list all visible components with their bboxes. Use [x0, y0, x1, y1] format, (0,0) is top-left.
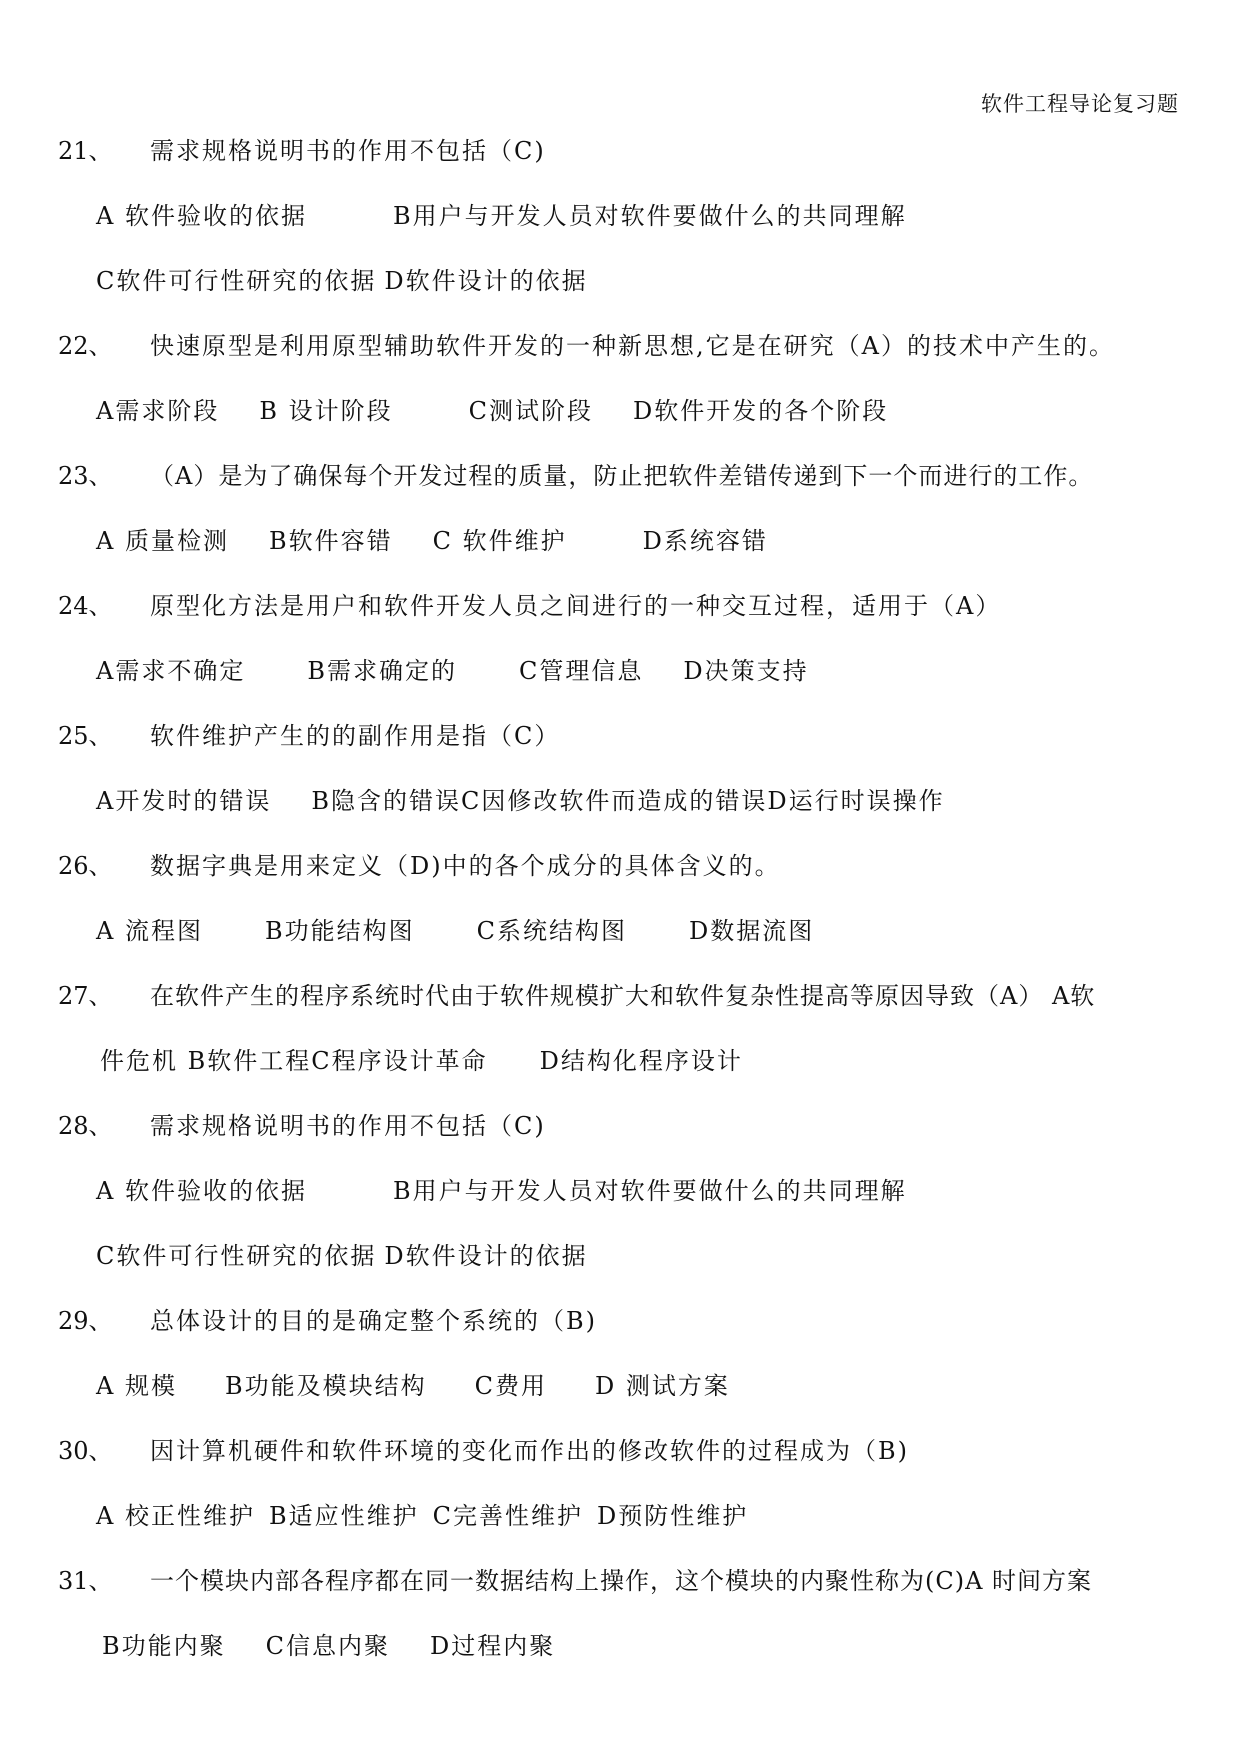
option: B功能及模块结构: [224, 1372, 427, 1400]
question-22: [58, 325, 1188, 390]
options-row: [58, 650, 1188, 715]
options-row: [58, 260, 1188, 325]
option: C 软件维护: [432, 527, 567, 555]
option: A 质量检测: [96, 527, 229, 555]
option: D预防性维护: [596, 1502, 749, 1530]
options-row: [58, 780, 1188, 845]
question-number: 31、: [58, 1567, 113, 1595]
question-30: [58, 1430, 1188, 1495]
options-row: [58, 1235, 1188, 1300]
page-header-title: 软件工程导论复习题: [981, 92, 1179, 116]
option: D决策支持: [683, 657, 809, 685]
option: B用户与开发人员对软件要做什么的共同理解: [392, 1177, 907, 1205]
question-text: 软件维护产生的的副作用是指（C）: [150, 722, 561, 750]
question-text: 需求规格说明书的作用不包括（C): [150, 137, 546, 165]
options-row: [58, 1365, 1188, 1430]
option: A开发时的错误: [96, 787, 272, 815]
options-row: [58, 1170, 1188, 1235]
option: D数据流图: [688, 917, 815, 945]
option: C软件可行性研究的依据: [96, 267, 377, 295]
option: C费用: [474, 1372, 547, 1400]
question-text: 快速原型是利用原型辅助软件开发的一种新思想,它是在研究（A）的技术中产生的。: [150, 332, 1115, 360]
option: A 软件验收的依据: [96, 1177, 307, 1205]
question-number: 23、: [58, 462, 113, 490]
question-number: 21、: [58, 137, 113, 165]
option: B 设计阶段: [259, 397, 393, 425]
option: D 测试方案: [594, 1372, 730, 1400]
question-number: 30、: [58, 1437, 113, 1465]
option: D系统容错: [642, 527, 768, 555]
option: A 软件验收的依据: [96, 202, 307, 230]
question-27: [58, 975, 1188, 1040]
options-row: [58, 390, 1188, 455]
question-31: [58, 1560, 1188, 1625]
option: D软件设计的依据: [384, 1242, 588, 1270]
option: B需求确定的: [307, 657, 457, 685]
question-number: 25、: [58, 722, 113, 750]
question-number: 28、: [58, 1112, 113, 1140]
question-number: 26、: [58, 852, 113, 880]
option: A 流程图: [96, 917, 203, 945]
question-number: 24、: [58, 592, 113, 620]
question-23: [58, 455, 1188, 520]
option: B适应性维护: [268, 1502, 419, 1530]
option: A 规模: [96, 1372, 177, 1400]
option: C软件可行性研究的依据: [96, 1242, 377, 1270]
question-wrap-line: 件危机 B软件工程C程序设计革命 D结构化程序设计: [100, 1047, 743, 1075]
question-text: 一个模块内部各程序都在同一数据结构上操作，这个模块的内聚性称为(C)A 时间方案: [150, 1567, 1093, 1595]
option: A需求阶段: [96, 397, 220, 425]
question-21: [58, 130, 1188, 195]
options-row: [58, 910, 1188, 975]
options-row: [58, 195, 1188, 260]
option: C测试阶段: [468, 397, 593, 425]
question-26: [58, 845, 1188, 910]
option: C完善性维护: [432, 1502, 583, 1530]
question-25: [58, 715, 1188, 780]
question-text: 数据字典是用来定义（D)中的各个成分的具体含义的。: [150, 852, 781, 880]
option: B功能内聚: [102, 1632, 226, 1660]
option: D软件开发的各个阶段: [632, 397, 889, 425]
option: B隐含的错误C因修改软件而造成的错误D运行时误操作: [311, 787, 945, 815]
question-29: [58, 1300, 1188, 1365]
option: D过程内聚: [430, 1632, 556, 1660]
question-text: 需求规格说明书的作用不包括（C): [150, 1112, 546, 1140]
option: A需求不确定: [96, 657, 246, 685]
option: A 校正性维护: [96, 1502, 255, 1530]
option: C系统结构图: [476, 917, 627, 945]
option: B软件容错: [268, 527, 393, 555]
question-24: [58, 585, 1188, 650]
question-text: 在软件产生的程序系统时代由于软件规模扩大和软件复杂性提高等原因导致（A） A软: [150, 982, 1096, 1010]
question-number: 27、: [58, 982, 113, 1010]
question-text: 因计算机硬件和软件环境的变化而作出的修改软件的过程成为（B): [150, 1437, 909, 1465]
question-number: 29、: [58, 1307, 113, 1335]
option: B功能结构图: [264, 917, 415, 945]
options-row: [58, 520, 1188, 585]
question-text: 总体设计的目的是确定整个系统的（B): [150, 1307, 597, 1335]
option: B用户与开发人员对软件要做什么的共同理解: [392, 202, 907, 230]
option: D软件设计的依据: [384, 267, 588, 295]
question-list: [58, 130, 1188, 1690]
question-text: （A）是为了确保每个开发过程的质量，防止把软件差错传递到下一个而进行的工作。: [150, 462, 1094, 490]
options-row: [58, 1495, 1188, 1560]
question-28: [58, 1105, 1188, 1170]
question-text: 原型化方法是用户和软件开发人员之间进行的一种交互过程，适用于（A）: [150, 592, 1002, 620]
options-row: [58, 1625, 1188, 1690]
option: C管理信息: [518, 657, 644, 685]
question-number: 22、: [58, 332, 113, 360]
option: C信息内聚: [265, 1632, 391, 1660]
